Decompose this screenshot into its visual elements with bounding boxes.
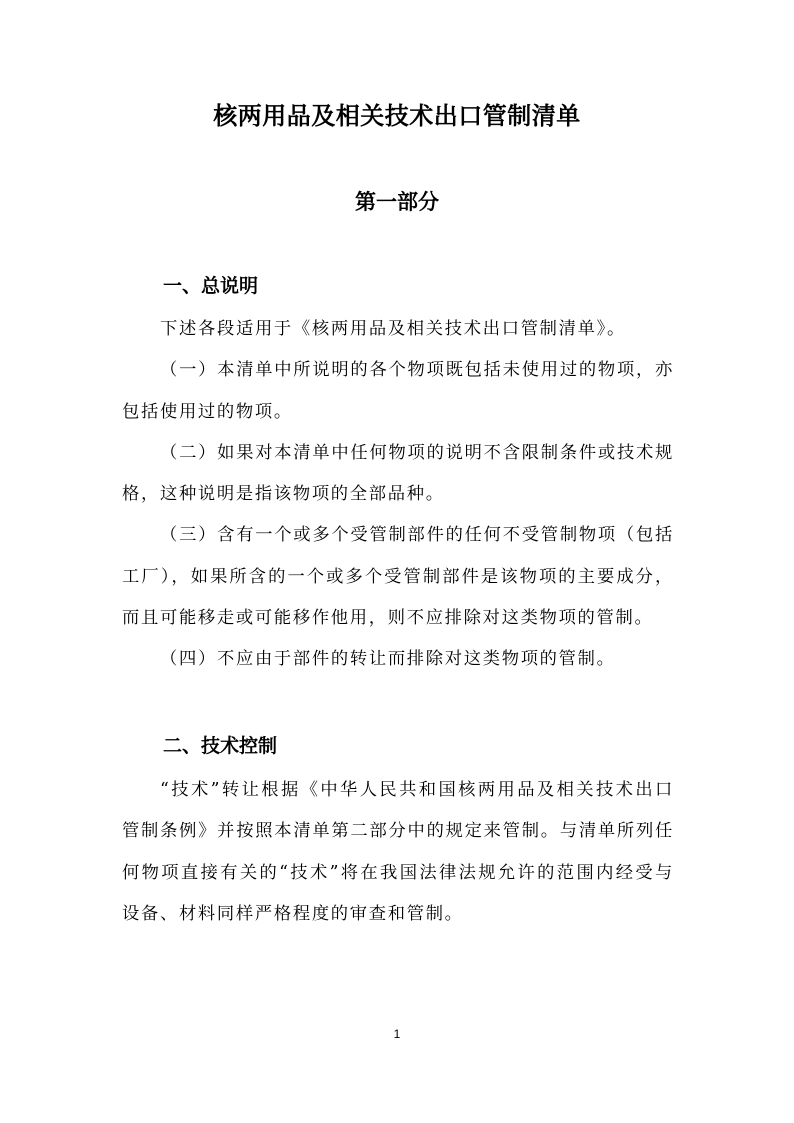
paragraph: （四）不应由于部件的转让而排除对这类物项的管制。	[160, 649, 616, 670]
paragraph: （二）如果对本清单中任何物项的说明不含限制条件或技术规格，这种说明是指该物项的全部品种。	[122, 442, 674, 505]
document-title: 核两用品及相关技术出口管制清单	[213, 102, 581, 130]
section-heading-general: 一、总说明	[163, 275, 259, 297]
paragraph: “技术”转让根据《中华人民共和国核两用品及相关技术出口管制条例》并按照本清单第二部分中的规定来管制。与清单所列任何物项直接有关的“技术”将在我国法律法规允许的范围内经受与设备、材料同样严格程度的审查和管制。	[122, 780, 674, 924]
part-heading: 第一部分	[355, 190, 439, 214]
paragraph: 下述各段适用于《核两用品及相关技术出口管制清单》。	[160, 319, 626, 339]
section-body-general	[122, 309, 674, 681]
page-number: 1	[393, 1027, 401, 1041]
section-body-technology	[122, 770, 674, 935]
section-heading-technology: 二、技术控制	[163, 735, 278, 757]
paragraph: （一）本清单中所说明的各个物项既包括未使用过的物项，亦包括使用过的物项。	[122, 360, 674, 422]
paragraph: （三）含有一个或多个受管制部件的任何不受管制物项（包括工厂），如果所含的一个或多个受管制部件是该物项的主要成分，而且可能移走或可能移作他用，则不应排除对这类物项的管制。	[122, 525, 674, 629]
